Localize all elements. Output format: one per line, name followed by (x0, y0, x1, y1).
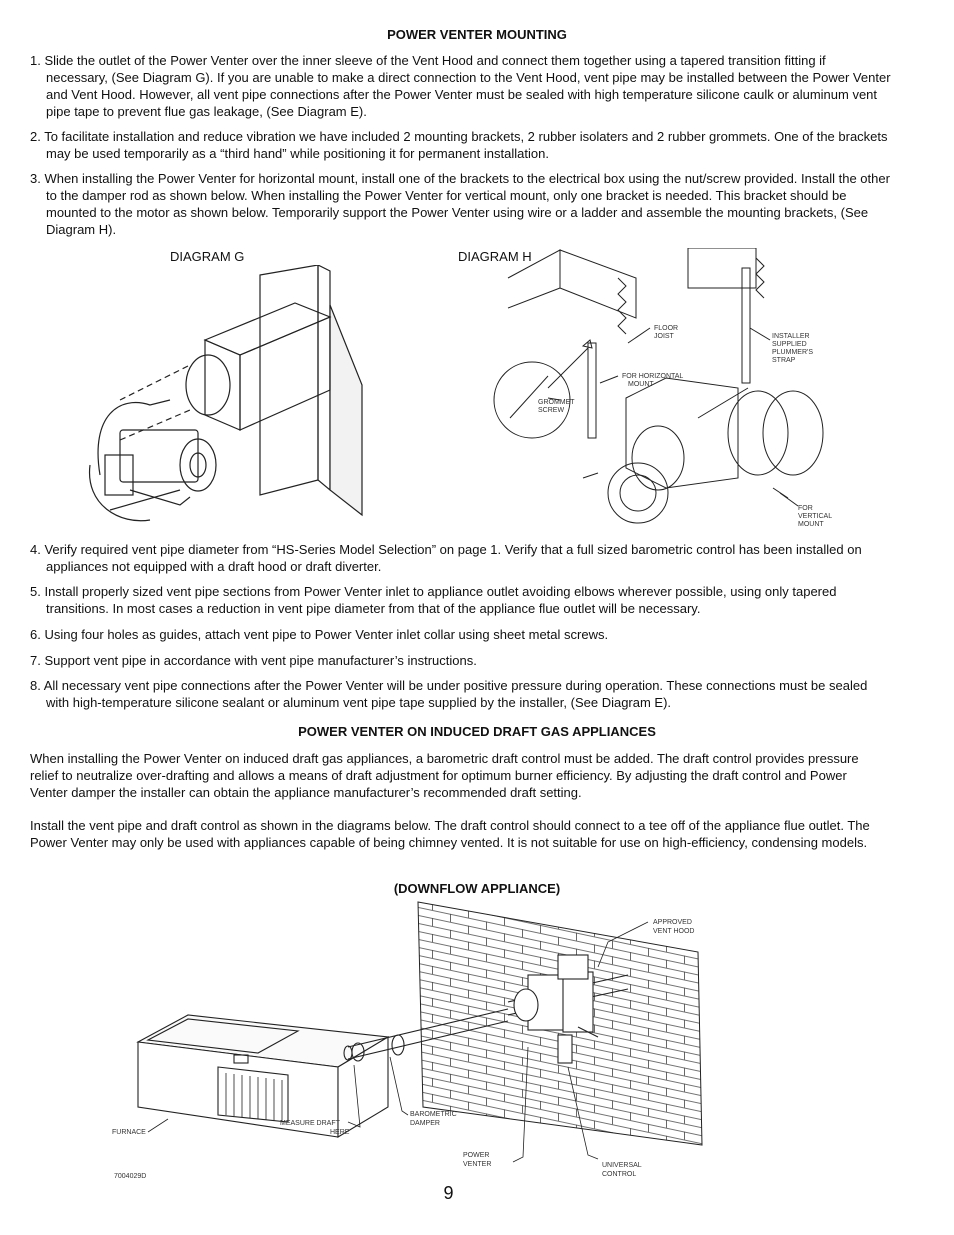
furnace-callout: FURNACE (112, 1129, 146, 1136)
step-1: 1. Slide the outlet of the Power Venter over the inner sleeve of the Vent Hood and connect them together using a tapered transition fitting if necessary, (See Diagram G). If you are unable to make a direct connection to the Vent Hood, vent pipe may be installed between the Power Venter and Vent Hood. However, all vent pipe connections after the Power Venter must be sealed with high temperature silicone caulk or aluminum vent pipe tape to prevent flue gas leakage, (See Diagram E). (30, 53, 891, 119)
diagram-g-label: DIAGRAM G (170, 249, 245, 264)
power-venter-callout-1: POWER (463, 1152, 490, 1159)
step-5: 5. Install properly sized vent pipe sections from Power Venter inlet to appliance outlet avoiding elbows wherever possible, using only tapered transitions. In most cases a reduction in vent pipe diameter from that of the appliance flue outlet will be necessary. (30, 584, 837, 616)
step-8: 8. All necessary vent pipe connections after the Power Venter will be under positive pressure during operation. These connections must be sealed with high-temperature silicone sealant or aluminum vent pipe tape supplied by the installer, (See Diagram E). (30, 678, 868, 710)
power-venter-callout-2: VENTER (463, 1161, 492, 1168)
vent-hood-callout-1: APPROVED (653, 919, 692, 926)
strap-callout-4: STRAP (772, 357, 796, 364)
floor-joist-callout-1: FLOOR (654, 325, 679, 332)
grommet-callout-2: SCREW (538, 407, 565, 414)
section-heading-mounting: POWER VENTER MOUNTING (387, 27, 567, 42)
grommet-callout-1: GROMMET (538, 399, 575, 406)
damper-callout-2: DAMPER (410, 1120, 440, 1127)
vent-hood-callout-2: VENT HOOD (653, 928, 695, 935)
vertical-callout-3: MOUNT (798, 521, 824, 528)
strap-callout-3: PLUMMER'S (772, 349, 814, 356)
measure-draft-callout-1: MEASURE DRAFT (280, 1120, 340, 1127)
damper-callout-1: BAROMETRIC (410, 1111, 457, 1118)
diagram-h-illustration (488, 248, 848, 530)
downflow-illustration (108, 897, 720, 1187)
downflow-label: (DOWNFLOW APPLIANCE) (393, 881, 561, 896)
drawing-code: 7004029D (114, 1173, 147, 1180)
diagram-h-label: DIAGRAM H (458, 249, 532, 264)
induced-draft-paragraph-1: When installing the Power Venter on induced draft gas appliances, a barometric draft control must be added. The draft control provides pressure relief to neutralize over-drafting and allows a means of draft adjustment for optimum burner efficiency. By adjusting the draft control and Power Venter damper the installer can obtain the appliance manufacturer’s recommended draft setting. (30, 751, 859, 800)
page-number: 9 (443, 1183, 454, 1203)
horizontal-callout-2: MOUNT (628, 381, 654, 388)
vertical-callout-2: VERTICAL (798, 513, 833, 520)
induced-draft-paragraph-2: Install the vent pipe and draft control as shown in the diagrams below. The draft control should connect to a tee off of the appliance flue outlet. The Power Venter may only be used with appliances capable of being chimney vented. It is not suitable for use on high-efficiency, condensing models. (30, 818, 870, 850)
universal-control-callout-1: UNIVERSAL (602, 1162, 642, 1169)
step-3: 3. When installing the Power Venter for horizontal mount, install one of the brackets to the electrical box using the nut/screw provided. Install the other to the damper rod as shown below. When installing the Power Venter for vertical mount, only one bracket is needed. This bracket should be mounted to the motor as shown below. Temporarily support the Power Venter using wire or a ladder and assemble the mounting brackets, (See Diagram H). (30, 171, 890, 237)
universal-control-callout-2: CONTROL (602, 1171, 637, 1178)
measure-draft-callout-2: HERE (330, 1129, 350, 1136)
strap-callout-1: INSTALLER (772, 333, 810, 340)
vertical-callout-1: FOR (798, 505, 813, 512)
section-heading-induced-draft: POWER VENTER ON INDUCED DRAFT GAS APPLIANCES (298, 724, 656, 739)
step-2: 2. To facilitate installation and reduce vibration we have included 2 mounting brackets, 2 rubber isolaters and 2 rubber grommets. One of the brackets may be used temporarily as a “third hand” while positioning it for permanent installation. (30, 129, 888, 161)
diagram-g-illustration (80, 265, 380, 535)
horizontal-callout-1: FOR HORIZONTAL (622, 373, 684, 380)
step-6: 6. Using four holes as guides, attach vent pipe to Power Venter inlet collar using sheet metal screws. (30, 627, 609, 642)
floor-joist-callout-2: JOIST (654, 333, 674, 340)
strap-callout-2: SUPPLIED (772, 341, 807, 348)
step-7: 7. Support vent pipe in accordance with vent pipe manufacturer’s instructions. (30, 653, 477, 668)
step-4: 4. Verify required vent pipe diameter from “HS-Series Model Selection” on page 1. Verify that a full sized barometric control has been installed on appliances not equipped with a draft hood or draft diverter. (30, 542, 862, 574)
